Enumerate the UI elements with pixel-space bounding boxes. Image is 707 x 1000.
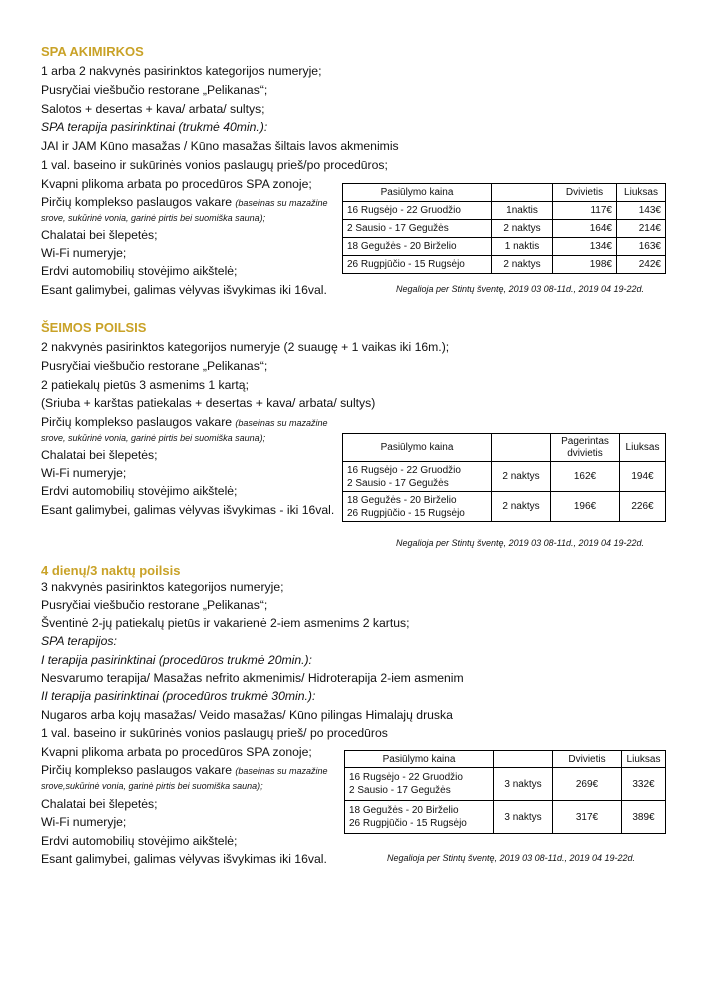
text-line: Chalatai bei šlepetės; — [41, 448, 158, 462]
table-header: Liuksas — [622, 751, 666, 768]
text-line: Kvapni plikoma arbata po procedūros SPA zonoje; — [41, 745, 312, 759]
table-row: 18 Gegužės - 20 Birželio 26 Rugpjūčio - 15 Rugsėjo 3 naktys 317€ 389€ — [345, 801, 666, 834]
text-line: Esant galimybei, galimas vėlyvas išvykimas iki 16val. — [41, 283, 327, 297]
table-header: Liuksas — [617, 184, 666, 202]
sauna-detail: (baseinas su mazažine — [235, 418, 328, 428]
text-line: Wi-Fi numeryje; — [41, 815, 127, 829]
text-line: SPA terapijos: — [41, 634, 117, 648]
table-header: Dvivietis — [553, 184, 617, 202]
section-title-4days: 4 dienų/3 naktų poilsis — [41, 563, 181, 578]
text-line: Nesvarumo terapija/ Masažas nefrito akmenimis/ Hidroterapija 2-iem asmenim — [41, 671, 464, 685]
text-line: 3 nakvynės pasirinktos kategorijos numeryje; — [41, 580, 284, 594]
table-row: 16 Rugsėjo - 22 Gruodžio 1naktis 117€ 143€ — [343, 202, 666, 220]
text-line: Pusryčiai viešbučio restorane „Pelikanas“; — [41, 598, 268, 612]
text-line: Esant galimybei, galimas vėlyvas išvykimas - iki 16val. — [41, 503, 335, 517]
sauna-detail-cont: srove,sukūrinė vonia, garinė pirtis bei suomiška sauna); — [41, 781, 263, 791]
validity-note: Negalioja per Stintų šventę, 2019 03 08-11d., 2019 04 19-22d. — [387, 853, 636, 863]
table-row: 16 Rugsėjo - 22 Gruodžio 2 Sausio - 17 Gegužės 2 naktys 162€ 194€ — [343, 462, 666, 492]
price-table-spa — [342, 183, 666, 274]
text-line: (Sriuba + karštas patiekalas + desertas + kava/ arbata/ sultys) — [41, 396, 376, 410]
table-header: Pasiūlymo kaina — [343, 434, 492, 462]
sauna-detail-cont: srove, sukūrinė vonia, garinė pirtis bei suomiška sauna); — [41, 213, 266, 223]
text-line: Salotos + desertas + kava/ arbata/ sultys; — [41, 102, 265, 116]
text-line: 1 arba 2 nakvynės pasirinktos kategorijos numeryje; — [41, 64, 322, 78]
text-line: 2 nakvynės pasirinktos kategorijos numeryje (2 suaugę + 1 vaikas iki 16m.); — [41, 340, 450, 354]
text-line: SPA terapija pasirinktinai (trukmė 40min.): — [41, 120, 268, 134]
text-line: Kvapni plikoma arbata po procedūros SPA zonoje; — [41, 177, 312, 191]
sauna-detail-cont: srove, sukūrinė vonia, garinė pirtis bei suomiška sauna); — [41, 433, 266, 443]
price-table-4days — [344, 750, 666, 834]
validity-note: Negalioja per Stintų šventę, 2019 03 08-11d., 2019 04 19-22d. — [396, 538, 645, 548]
table-row: 2 Sausio - 17 Gegužės 2 naktys 164€ 214€ — [343, 220, 666, 238]
section-title-spa: SPA AKIMIRKOS — [41, 44, 144, 59]
validity-note: Negalioja per Stintų šventę, 2019 03 08-11d., 2019 04 19-22d. — [396, 284, 645, 294]
table-row: 18 Gegužės - 20 Birželio 1 naktis 134€ 163€ — [343, 238, 666, 256]
text-line: Nugaros arba kojų masažas/ Veido masažas/ Kūno pilingas Himalajų druska — [41, 708, 453, 722]
text-line: JAI ir JAM Kūno masažas / Kūno masažas šiltais lavos akmenimis — [41, 139, 399, 153]
text-line: Erdvi automobilių stovėjimo aikštelė; — [41, 484, 238, 498]
text-line: Chalatai bei šlepetės; — [41, 797, 158, 811]
price-table-family — [342, 433, 666, 522]
text-line: II terapija pasirinktinai (procedūros trukmė 30min.): — [41, 689, 316, 703]
sauna-detail: (baseinas su mazažine — [235, 766, 328, 776]
table-row: 16 Rugsėjo - 22 Gruodžio 2 Sausio - 17 Gegužės 3 naktys 269€ 332€ — [345, 768, 666, 801]
sauna-detail: (baseinas su mazažine — [235, 198, 328, 208]
text-line: 1 val. baseino ir sukūrinės vonios paslaugų prieš/ po procedūros — [41, 726, 388, 740]
text-line: Esant galimybei, galimas vėlyvas išvykimas iki 16val. — [41, 852, 327, 866]
text-line: Chalatai bei šlepetės; — [41, 228, 158, 242]
sauna-label: Pirčių komplekso paslaugos vakare — [41, 415, 236, 429]
table-header: Liuksas — [620, 434, 666, 462]
table-header: Pasiūlymo kaina — [343, 184, 492, 202]
table-row: 18 Gegužės - 20 Birželio 26 Rugpjūčio - 15 Rugsėjo 2 naktys 196€ 226€ — [343, 492, 666, 522]
sauna-label: Pirčių komplekso paslaugos vakare — [41, 763, 236, 777]
text-line: Pusryčiai viešbučio restorane „Pelikanas“; — [41, 359, 268, 373]
section-title-family: ŠEIMOS POILSIS — [41, 320, 147, 335]
text-line: Wi-Fi numeryje; — [41, 246, 127, 260]
table-header: Dvivietis — [553, 751, 622, 768]
text-line: Šventinė 2-jų patiekalų pietūs ir vakarienė 2-iem asmenims 2 kartus; — [41, 616, 410, 630]
text-line: Wi-Fi numeryje; — [41, 466, 127, 480]
table-row: 26 Rugpjūčio - 15 Rugsėjo 2 naktys 198€ 242€ — [343, 256, 666, 274]
text-line: I terapija pasirinktinai (procedūros trukmė 20min.): — [41, 653, 312, 667]
text-line: Erdvi automobilių stovėjimo aikštelė; — [41, 264, 238, 278]
sauna-label: Pirčių komplekso paslaugos vakare — [41, 195, 236, 209]
text-line: 2 patiekalų pietūs 3 asmenims 1 kartą; — [41, 378, 249, 392]
text-line: 1 val. baseino ir sukūrinės vonios paslaugų prieš/po procedūros; — [41, 158, 388, 172]
text-line: Pusryčiai viešbučio restorane „Pelikanas“; — [41, 83, 268, 97]
table-header: Pasiūlymo kaina — [345, 751, 494, 768]
text-line: Erdvi automobilių stovėjimo aikštelė; — [41, 834, 238, 848]
table-header: Pagerintas dvivietis — [551, 434, 620, 462]
